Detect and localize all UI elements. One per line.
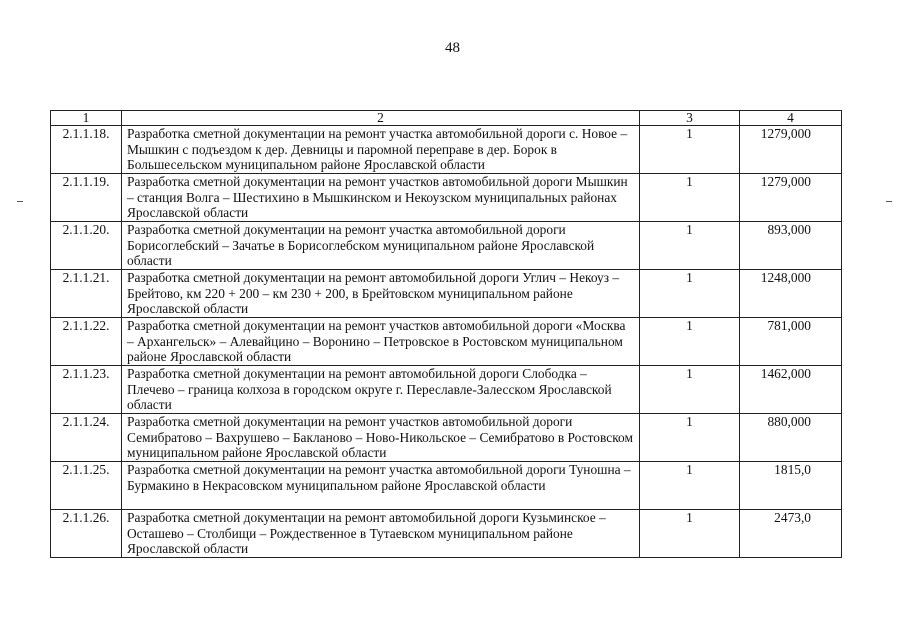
row-number-cell: 2.1.1.18. [51, 126, 122, 174]
row-quantity-cell: 1 [640, 270, 740, 318]
header-col-3: 3 [640, 111, 740, 126]
row-quantity-cell: 1 [640, 414, 740, 462]
row-quantity-cell: 1 [640, 222, 740, 270]
row-value-cell: 1815,0 [740, 462, 842, 510]
table-row [51, 126, 842, 174]
row-description-cell: Разработка сметной документации на ремонт автомобильной дороги Кузьминское – Осташево – Столбищи – Рождественное в Тутаевском муниципальном районе Ярославской области [122, 510, 640, 558]
row-description-cell: Разработка сметной документации на ремонт участков автомобильной дороги Мышкин – станция Волга – Шестихино в Мышкинском и Некоузском муниципальных районах Ярославской области [122, 174, 640, 222]
row-value-cell: 1279,000 [740, 174, 842, 222]
table-row [51, 174, 842, 222]
row-quantity-cell: 1 [640, 462, 740, 510]
row-description-cell: Разработка сметной документации на ремонт автомобильной дороги Слободка – Плечево – граница колхоза в городском округе г. Переславле-Залесском Ярославской области [122, 366, 640, 414]
page-number: 48 [445, 40, 460, 56]
row-quantity-cell: 1 [640, 318, 740, 366]
row-value-cell: 1279,000 [740, 126, 842, 174]
row-quantity-cell: 1 [640, 510, 740, 558]
row-value-cell: 2473,0 [740, 510, 842, 558]
table-row [51, 366, 842, 414]
row-value-cell: 781,000 [740, 318, 842, 366]
table-row [51, 510, 842, 558]
header-col-4: 4 [740, 111, 842, 126]
row-quantity-cell: 1 [640, 366, 740, 414]
header-col-2: 2 [122, 111, 640, 126]
works-table [50, 110, 842, 558]
row-number-cell: 2.1.1.25. [51, 462, 122, 510]
row-number-cell: 2.1.1.26. [51, 510, 122, 558]
row-description-cell: Разработка сметной документации на ремонт автомобильной дороги Углич – Некоуз – Брейтово, км 220 + 200 – км 230 + 200, в Брейтовском муниципальном районе Ярославской области [122, 270, 640, 318]
row-number-cell: 2.1.1.22. [51, 318, 122, 366]
table-row [51, 270, 842, 318]
table-row [51, 462, 842, 510]
table-header-row [51, 111, 842, 126]
header-col-1: 1 [51, 111, 122, 126]
right-margin-mark [886, 201, 892, 202]
row-quantity-cell: 1 [640, 174, 740, 222]
row-description-cell: Разработка сметной документации на ремонт участков автомобильной дороги Семибратово – Вахрушево – Бакланово – Ново-Никольское – Семибратово в Ростовском муниципальном районе Ярославской области [122, 414, 640, 462]
row-description-cell: Разработка сметной документации на ремонт участка автомобильной дороги с. Новое – Мышкин с подъездом к дер. Девницы и паромной переправе в дер. Борок в Большесельском муниципальном районе Ярославской области [122, 126, 640, 174]
table-row [51, 318, 842, 366]
row-number-cell: 2.1.1.21. [51, 270, 122, 318]
row-value-cell: 1462,000 [740, 366, 842, 414]
row-number-cell: 2.1.1.20. [51, 222, 122, 270]
row-quantity-cell: 1 [640, 126, 740, 174]
row-number-cell: 2.1.1.24. [51, 414, 122, 462]
row-value-cell: 1248,000 [740, 270, 842, 318]
row-description-cell: Разработка сметной документации на ремонт участка автомобильной дороги Борисоглебский – Зачатье в Борисоглебском муниципальном районе Ярославской области [122, 222, 640, 270]
table-row [51, 414, 842, 462]
row-number-cell: 2.1.1.23. [51, 366, 122, 414]
row-value-cell: 880,000 [740, 414, 842, 462]
row-description-cell: Разработка сметной документации на ремонт участков автомобильной дороги «Москва – Архангельск» – Алевайцино – Воронино – Петровское в Ростовском муниципальном районе Ярославской области [122, 318, 640, 366]
row-description-cell: Разработка сметной документации на ремонт участка автомобильной дороги Туношна – Бурмакино в Некрасовском муниципальном районе Ярославской области [122, 462, 640, 510]
row-value-cell: 893,000 [740, 222, 842, 270]
table-row [51, 222, 842, 270]
left-margin-mark [17, 201, 23, 202]
row-number-cell: 2.1.1.19. [51, 174, 122, 222]
